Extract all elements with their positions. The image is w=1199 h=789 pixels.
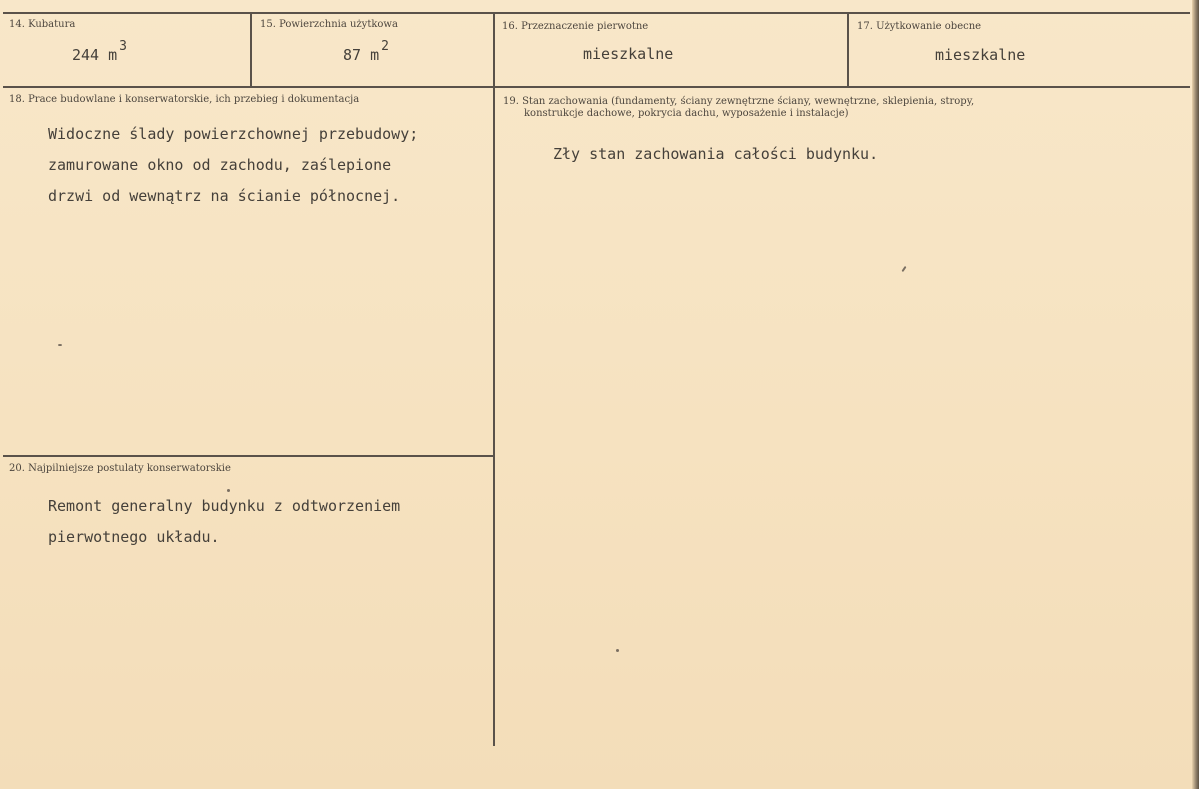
field-20-label: 20. Najpilniejsze postulaty konserwatorskie <box>9 463 231 474</box>
field-18-line: drzwi od wewnątrz na ścianie północnej. <box>48 187 401 205</box>
cubature-unit-exponent: 3 <box>119 39 127 54</box>
field-19-label-continued: konstrukcje dachowe, pokrycia dachu, wyposażenie i instalacje) <box>524 108 849 119</box>
paper-speck <box>58 344 62 346</box>
field-14-label: 14. Kubatura <box>9 19 76 30</box>
field-14-value <box>72 39 127 64</box>
field-20-text <box>48 491 400 553</box>
field-18-text <box>48 119 418 212</box>
field-20-line: pierwotnego układu. <box>48 528 220 546</box>
field-18-line: Widoczne ślady powierzchownej przebudowy; <box>48 125 419 143</box>
header-row-rule <box>3 86 1190 88</box>
section-20-rule <box>3 455 493 457</box>
divider-16-17 <box>847 13 849 87</box>
field-16-value: mieszkalne <box>583 45 674 63</box>
field-16-label: 16. Przeznaczenie pierwotne <box>502 21 649 32</box>
field-17-label: 17. Użytkowanie obecne <box>857 21 982 32</box>
field-19-label: 19. Stan zachowania (fundamenty, ściany zewnętrzne ściany, wewnętrzne, sklepienia, stropy, <box>503 96 975 107</box>
card-edge <box>1192 0 1199 789</box>
field-15-value <box>343 39 389 64</box>
field-18-line: zamurowane okno od zachodu, zaślepione <box>48 156 392 174</box>
field-19-value: Zły stan zachowania całości budynku. <box>553 145 879 163</box>
divider-15-16 <box>493 13 495 746</box>
field-20-line: Remont generalny budynku z odtworzeniem <box>48 497 401 515</box>
area-unit-exponent: 2 <box>381 39 389 54</box>
paper-speck <box>616 649 619 652</box>
divider-14-15 <box>250 13 252 87</box>
area-value: 87 m <box>343 46 380 64</box>
field-15-label: 15. Powierzchnia użytkowa <box>260 19 398 30</box>
field-18-label: 18. Prace budowlane i konserwatorskie, ich przebieg i dokumentacja <box>9 94 360 105</box>
field-17-value: mieszkalne <box>935 46 1026 64</box>
cubature-value: 244 m <box>72 46 118 64</box>
top-rule <box>3 12 1190 14</box>
paper-speck <box>901 266 906 272</box>
paper-speck <box>227 489 230 492</box>
